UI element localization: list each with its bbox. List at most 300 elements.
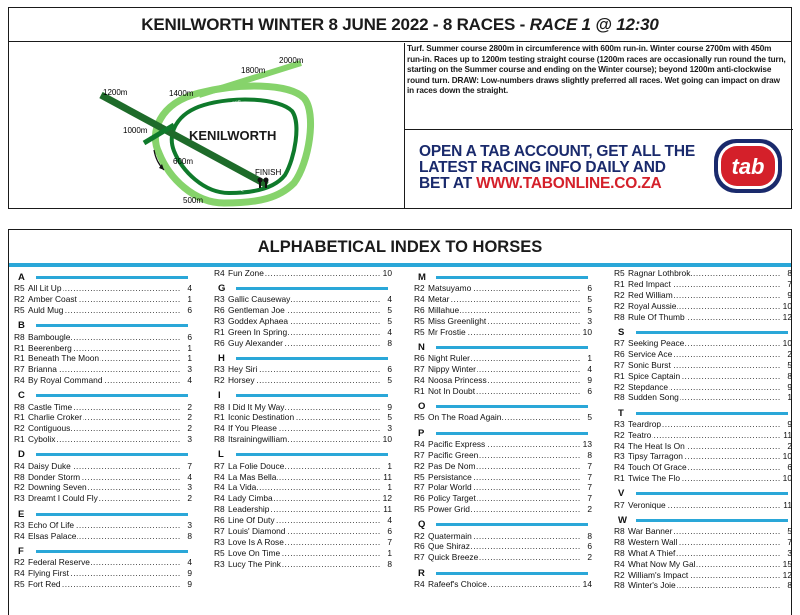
letter-label: G bbox=[218, 283, 226, 295]
horse-name: Sudden Song ..... bbox=[628, 392, 780, 403]
index-column-4 bbox=[614, 268, 792, 591]
horse-name: By Royal Command ..... bbox=[28, 375, 180, 386]
horse-entry bbox=[214, 316, 392, 327]
saddle-number: 4 bbox=[187, 471, 192, 482]
race-number: R2 bbox=[614, 429, 625, 440]
saddle-number: 15 bbox=[782, 558, 792, 569]
saddle-number: 2 bbox=[187, 412, 192, 423]
horse-entry bbox=[214, 338, 392, 349]
horse-entry bbox=[414, 375, 592, 386]
tab-logo-text: tab bbox=[731, 154, 765, 179]
horse-name: Love On Time ..... bbox=[228, 548, 380, 559]
horse-name: What Now My Gal ..... bbox=[628, 559, 780, 570]
race-number: R2 bbox=[614, 289, 625, 300]
race-number: R5 bbox=[14, 283, 25, 294]
letter-heading-a bbox=[14, 272, 192, 283]
saddle-number: 7 bbox=[787, 536, 792, 547]
letter-label: T bbox=[618, 407, 624, 419]
letter-bar bbox=[36, 394, 188, 397]
summer-course-label: SUMMER COURSE bbox=[203, 179, 245, 193]
horse-name: Lady Cimba ..... bbox=[228, 493, 380, 504]
saddle-number: 10 bbox=[782, 473, 792, 484]
horse-name: Power Grid ..... bbox=[428, 504, 580, 515]
horse-entry bbox=[214, 493, 392, 504]
horse-entry bbox=[614, 371, 792, 382]
race-number: R8 bbox=[614, 311, 625, 322]
saddle-number: 11 bbox=[383, 471, 392, 482]
saddle-number: 8 bbox=[587, 449, 592, 460]
horse-name: Tipsy Tarragon ..... bbox=[628, 451, 780, 462]
race-number: R6 bbox=[214, 337, 225, 348]
index-column-1 bbox=[14, 268, 192, 590]
horse-name: Beneath The Moon ..... bbox=[28, 353, 180, 364]
horse-name: La Vida ..... bbox=[228, 482, 380, 493]
race-number: R1 bbox=[614, 473, 625, 484]
promo-link[interactable]: WWW.TABONLINE.CO.ZA bbox=[476, 175, 662, 192]
horse-entry bbox=[614, 312, 792, 323]
race-number: R2 bbox=[14, 423, 25, 434]
saddle-number: 2 bbox=[587, 552, 592, 563]
letter-heading-d bbox=[14, 449, 192, 460]
race-number: R5 bbox=[414, 412, 425, 423]
letter-label: B bbox=[18, 320, 25, 332]
race-number: R4 bbox=[214, 268, 225, 278]
saddle-number: 6 bbox=[387, 525, 392, 536]
index-title: ALPHABETICAL INDEX TO HORSES bbox=[257, 238, 543, 256]
race-number: R4 bbox=[614, 558, 625, 569]
horse-entry bbox=[414, 305, 592, 316]
letter-label: H bbox=[218, 353, 225, 365]
saddle-number: 3 bbox=[787, 547, 792, 558]
race-number: R8 bbox=[14, 471, 25, 482]
saddle-number: 2 bbox=[187, 401, 192, 412]
horse-entry bbox=[14, 568, 192, 579]
horse-entry bbox=[214, 472, 392, 483]
horse-name: Pas De Nom ..... bbox=[428, 461, 580, 472]
saddle-number: 6 bbox=[787, 462, 792, 473]
race-number: R5 bbox=[414, 327, 425, 338]
horse-entry bbox=[414, 316, 592, 327]
horse-entry bbox=[614, 349, 792, 360]
horse-name: Donder Storm ..... bbox=[28, 472, 180, 483]
saddle-number: 10 bbox=[382, 434, 392, 445]
horse-name: Fort Red ..... bbox=[28, 579, 180, 590]
saddle-number: 7 bbox=[587, 471, 592, 482]
label-1000m: 1000m bbox=[123, 126, 148, 135]
race-number: R7 bbox=[214, 460, 225, 471]
saddle-number: 11 bbox=[783, 499, 792, 510]
race-number: R4 bbox=[14, 567, 25, 578]
horse-name: Gallic Causeway ..... bbox=[228, 294, 380, 305]
saddle-number: 8 bbox=[787, 370, 792, 381]
letter-bar bbox=[36, 550, 188, 553]
letter-label: I bbox=[218, 390, 221, 402]
race-number: R2 bbox=[14, 294, 25, 305]
horse-name: The Heat Is On ..... bbox=[628, 441, 780, 452]
race-number: R1 bbox=[14, 412, 25, 423]
horse-name: Goddex Aphaea ..... bbox=[228, 316, 380, 327]
horse-name: Rule Of Thumb ..... bbox=[628, 312, 780, 323]
race-number: R3 bbox=[14, 493, 25, 504]
race-number: R4 bbox=[414, 578, 425, 589]
race-number: R4 bbox=[414, 294, 425, 305]
horse-entry bbox=[614, 526, 792, 537]
race-number: R7 bbox=[614, 499, 625, 510]
horse-name: Red Impact ..... bbox=[628, 279, 780, 290]
horse-entry bbox=[214, 548, 392, 559]
horse-name: Pacific Express ..... bbox=[428, 439, 580, 450]
race-number: R4 bbox=[14, 460, 25, 471]
letter-bar bbox=[36, 513, 188, 516]
saddle-number: 3 bbox=[187, 364, 192, 375]
saddle-number: 3 bbox=[387, 423, 392, 434]
horse-name: War Banner ..... bbox=[628, 526, 780, 537]
horse-entry bbox=[14, 305, 192, 316]
track-description: Turf. Summer course 2800m in circumference with 600m run-in. Winter course 2700m with 450m run-in. Races up to 1200m testing straight course (1200m races are occasionally run round the turn, starting on the Summer course and ending on the Winter course); beyond 1200m anti-clockwise round turn. DRAW: Low-numbers draws slightly preferred all races. Wet going can impact on draw in races down the straight. bbox=[407, 44, 786, 95]
horse-name: Policy Target ..... bbox=[428, 493, 580, 504]
letter-label: S bbox=[618, 326, 625, 338]
race-number: R1 bbox=[614, 278, 625, 289]
saddle-number: 3 bbox=[187, 519, 192, 530]
letter-heading-n bbox=[414, 342, 592, 353]
saddle-number: 1 bbox=[187, 294, 192, 305]
horse-name: Winter's Joie ..... bbox=[628, 580, 780, 591]
horse-name: All Lit Up ..... bbox=[28, 283, 180, 294]
race-title-time: RACE 1 @ 12:30 bbox=[529, 15, 659, 34]
horse-name: Green In Spring ..... bbox=[228, 327, 380, 338]
horse-entry bbox=[214, 375, 392, 386]
race-number: R4 bbox=[414, 438, 425, 449]
race-number: R4 bbox=[214, 493, 225, 504]
race-number: R3 bbox=[614, 451, 625, 462]
saddle-number: 7 bbox=[587, 482, 592, 493]
horse-name: Lucy The Pink ..... bbox=[228, 559, 380, 570]
race-number: R4 bbox=[214, 423, 225, 434]
horse-entry bbox=[14, 364, 192, 375]
saddle-number: 11 bbox=[783, 429, 792, 440]
saddle-number: 5 bbox=[387, 316, 392, 327]
horse-entry bbox=[614, 441, 792, 452]
horse-name: Amber Coast ..... bbox=[28, 294, 180, 305]
saddle-number: 8 bbox=[587, 530, 592, 541]
letter-heading-m bbox=[414, 272, 592, 283]
race-number: R7 bbox=[414, 449, 425, 460]
letter-heading-p bbox=[414, 428, 592, 439]
index-title-bar bbox=[9, 263, 791, 267]
horse-name: Federal Reserve ..... bbox=[28, 557, 180, 568]
horse-entry bbox=[414, 283, 592, 294]
letter-heading-o bbox=[414, 401, 592, 412]
horse-entry bbox=[414, 472, 592, 483]
saddle-number: 8 bbox=[787, 580, 792, 591]
horse-entry bbox=[614, 290, 792, 301]
saddle-number: 6 bbox=[587, 386, 592, 397]
saddle-number: 3 bbox=[187, 434, 192, 445]
saddle-number: 1 bbox=[787, 392, 792, 403]
label-1200m: 1200m bbox=[103, 88, 128, 97]
race-number: R1 bbox=[14, 434, 25, 445]
horse-entry bbox=[214, 515, 392, 526]
race-number: R3 bbox=[214, 294, 225, 305]
letter-bar bbox=[36, 324, 188, 327]
horse-entry bbox=[414, 353, 592, 364]
promo-prefix: BET AT bbox=[419, 175, 477, 192]
horse-name: Love Is A Rose ..... bbox=[228, 537, 380, 548]
race-number: R5 bbox=[14, 305, 25, 316]
horse-entry bbox=[214, 482, 392, 493]
horse-name: Gentleman Joe ..... bbox=[228, 305, 380, 316]
horse-name: Western Wall ..... bbox=[628, 537, 780, 548]
race-number: R1 bbox=[214, 412, 225, 423]
saddle-number: 4 bbox=[187, 283, 192, 294]
letter-heading-q bbox=[414, 519, 592, 530]
horse-entry bbox=[214, 294, 392, 305]
race-number: R5 bbox=[414, 504, 425, 515]
saddle-number: 4 bbox=[387, 327, 392, 338]
horse-name: Downing Seven ..... bbox=[28, 482, 180, 493]
horse-name: Daisy Duke ..... bbox=[28, 461, 180, 472]
race-number: R4 bbox=[214, 471, 225, 482]
horse-entry bbox=[414, 461, 592, 472]
saddle-number: 10 bbox=[782, 300, 792, 311]
saddle-number: 9 bbox=[387, 401, 392, 412]
horse-name: Nippy Winter ..... bbox=[428, 364, 580, 375]
saddle-number: 1 bbox=[387, 460, 392, 471]
horse-name: Seeking Peace ..... bbox=[628, 338, 780, 349]
saddle-number: 1 bbox=[187, 342, 192, 353]
label-2000m: 2000m bbox=[279, 56, 304, 65]
horse-name: Charlie Croker ..... bbox=[28, 412, 180, 423]
letter-heading-r bbox=[414, 567, 592, 578]
horse-entry bbox=[214, 412, 392, 423]
race-title bbox=[9, 8, 791, 42]
horse-entry bbox=[14, 531, 192, 542]
horse-name: Line Of Duty ..... bbox=[228, 515, 380, 526]
race-number: R3 bbox=[214, 536, 225, 547]
horse-entry bbox=[414, 552, 592, 563]
horse-name: Louis' Diamond ..... bbox=[228, 526, 380, 537]
saddle-number: 13 bbox=[582, 438, 592, 449]
race-number: R2 bbox=[14, 482, 25, 493]
saddle-number: 6 bbox=[587, 283, 592, 294]
letter-label: P bbox=[418, 427, 425, 439]
horse-entry bbox=[614, 419, 792, 430]
horse-entry bbox=[614, 392, 792, 403]
horse-name: Brianna ..... bbox=[28, 364, 180, 375]
saddle-number: 5 bbox=[387, 305, 392, 316]
saddle-number: 14 bbox=[582, 578, 592, 589]
horse-name: Night Ruler ..... bbox=[428, 353, 580, 364]
race-number: R8 bbox=[14, 331, 25, 342]
letter-bar bbox=[236, 394, 388, 397]
letter-heading-w bbox=[614, 515, 792, 526]
race-number: R8 bbox=[614, 392, 625, 403]
horse-entry bbox=[614, 462, 792, 473]
race-number: R7 bbox=[614, 359, 625, 370]
winter-course-label: WINTER COURSE bbox=[203, 99, 242, 112]
horse-entry bbox=[614, 473, 792, 484]
race-number: R5 bbox=[14, 578, 25, 589]
horse-name: Metar ..... bbox=[428, 294, 580, 305]
horse-name: I Did It My Way ..... bbox=[228, 402, 380, 413]
horse-name: La Mas Bella ..... bbox=[228, 472, 380, 483]
horse-entry bbox=[14, 434, 192, 445]
horse-name: Cybolix ..... bbox=[28, 434, 180, 445]
horse-name: Iconic Destination ..... bbox=[228, 412, 380, 423]
horse-entry bbox=[614, 570, 792, 581]
promo-line-3 bbox=[419, 176, 709, 192]
horse-name: Service Ace ..... bbox=[628, 349, 780, 360]
saddle-number: 8 bbox=[787, 268, 792, 278]
saddle-number: 6 bbox=[587, 541, 592, 552]
race-number: R7 bbox=[414, 482, 425, 493]
horse-name: Teatro ..... bbox=[628, 430, 780, 441]
horse-entry bbox=[14, 423, 192, 434]
horse-name: Hey Siri ..... bbox=[228, 364, 380, 375]
horse-entry bbox=[414, 294, 592, 305]
horse-name: Quick Breeze ..... bbox=[428, 552, 580, 563]
horse-entry bbox=[414, 493, 592, 504]
horse-name: Spice Captain ..... bbox=[628, 371, 780, 382]
saddle-number: 4 bbox=[387, 515, 392, 526]
index-column-3 bbox=[414, 268, 592, 590]
horse-name: Quatermain ..... bbox=[428, 531, 580, 542]
horse-name: Stepdance ..... bbox=[628, 382, 780, 393]
horse-name: Touch Of Grace ..... bbox=[628, 462, 780, 473]
horse-name: Elsas Palace ..... bbox=[28, 531, 180, 542]
horse-entry bbox=[614, 430, 792, 441]
saddle-number: 5 bbox=[587, 305, 592, 316]
letter-label: C bbox=[18, 390, 25, 402]
letter-label: V bbox=[618, 488, 625, 500]
horse-entry bbox=[614, 279, 792, 290]
horse-entry bbox=[414, 364, 592, 375]
race-number: R4 bbox=[214, 482, 225, 493]
race-number: R8 bbox=[614, 580, 625, 591]
letter-label: A bbox=[18, 272, 25, 284]
horse-entry bbox=[214, 364, 392, 375]
letter-heading-l bbox=[214, 449, 392, 460]
saddle-number: 1 bbox=[187, 353, 192, 364]
horse-entry bbox=[14, 579, 192, 590]
saddle-number: 1 bbox=[387, 547, 392, 558]
race-number: R3 bbox=[214, 316, 225, 327]
saddle-number: 9 bbox=[187, 578, 192, 589]
race-number: R7 bbox=[214, 525, 225, 536]
race-number: R5 bbox=[414, 316, 425, 327]
letter-bar bbox=[636, 492, 788, 495]
saddle-number: 3 bbox=[187, 482, 192, 493]
letter-label: L bbox=[218, 449, 224, 461]
race-number: R4 bbox=[614, 440, 625, 451]
race-number: R1 bbox=[14, 342, 25, 353]
horse-entry bbox=[214, 327, 392, 338]
horse-entry bbox=[14, 472, 192, 483]
race-number: R4 bbox=[614, 462, 625, 473]
horse-entry bbox=[14, 520, 192, 531]
letter-bar bbox=[36, 453, 188, 456]
letter-label: N bbox=[418, 342, 425, 354]
horse-name: Twice The Flo ..... bbox=[628, 473, 780, 484]
horse-name: William's Impact ..... bbox=[628, 570, 780, 581]
letter-label: D bbox=[18, 449, 25, 461]
horse-entry bbox=[214, 526, 392, 537]
horse-entry bbox=[614, 338, 792, 349]
saddle-number: 2 bbox=[787, 440, 792, 451]
horse-entry bbox=[614, 500, 792, 511]
race-info-panel bbox=[8, 7, 792, 209]
saddle-number: 10 bbox=[382, 268, 392, 278]
horse-entry bbox=[614, 537, 792, 548]
saddle-number: 1 bbox=[387, 482, 392, 493]
race-number: R6 bbox=[414, 353, 425, 364]
horse-entry bbox=[14, 343, 192, 354]
letter-label: W bbox=[618, 514, 627, 526]
race-number: R1 bbox=[614, 370, 625, 381]
horse-name: Teardrop ..... bbox=[628, 419, 780, 430]
race-title-main: KENILWORTH WINTER 8 JUNE 2022 - 8 RACES - bbox=[141, 15, 530, 34]
horse-entry bbox=[614, 548, 792, 559]
race-number: R3 bbox=[14, 519, 25, 530]
race-number: R2 bbox=[614, 381, 625, 392]
horse-name: Miss Greenlight ..... bbox=[428, 316, 580, 327]
horse-name: Dreamt I Could Fly ..... bbox=[28, 493, 180, 504]
horse-name: Sonic Burst ..... bbox=[628, 360, 780, 371]
horse-entry bbox=[14, 402, 192, 413]
horse-entry bbox=[414, 450, 592, 461]
saddle-number: 2 bbox=[787, 348, 792, 359]
horse-entry bbox=[414, 541, 592, 552]
letter-bar bbox=[636, 412, 788, 415]
horse-entry bbox=[14, 557, 192, 568]
saddle-number: 11 bbox=[383, 504, 392, 515]
saddle-number: 9 bbox=[787, 381, 792, 392]
horse-entry bbox=[214, 537, 392, 548]
label-600m: 600m bbox=[173, 157, 194, 166]
saddle-number: 8 bbox=[387, 558, 392, 569]
track-name: KENILWORTH bbox=[189, 128, 277, 143]
horse-entry bbox=[14, 412, 192, 423]
index-column-2 bbox=[214, 268, 392, 570]
horse-name: Millahue ..... bbox=[428, 305, 580, 316]
race-number: R6 bbox=[614, 348, 625, 359]
finish-label: FINISH bbox=[255, 168, 282, 177]
letter-bar bbox=[436, 276, 588, 279]
saddle-number: 12 bbox=[382, 493, 392, 504]
horse-entry bbox=[214, 504, 392, 515]
horse-entry bbox=[14, 461, 192, 472]
horse-entry bbox=[14, 283, 192, 294]
letter-bar bbox=[436, 346, 588, 349]
race-number: R7 bbox=[414, 364, 425, 375]
horse-entry bbox=[614, 268, 792, 279]
horse-entry bbox=[614, 451, 792, 462]
race-number: R8 bbox=[614, 525, 625, 536]
horse-name: Rafeef's Choice ..... bbox=[428, 579, 580, 590]
horse-entry bbox=[414, 386, 592, 397]
saddle-number: 5 bbox=[587, 412, 592, 423]
race-number: R6 bbox=[414, 305, 425, 316]
horse-entry bbox=[214, 423, 392, 434]
race-number: R1 bbox=[214, 327, 225, 338]
horse-entry bbox=[14, 375, 192, 386]
horse-entry bbox=[214, 461, 392, 472]
horse-name: Ragnar Lothbrok ..... bbox=[628, 268, 780, 279]
saddle-number: 9 bbox=[787, 289, 792, 300]
saddle-number: 10 bbox=[782, 337, 792, 348]
race-number: R2 bbox=[414, 530, 425, 541]
horse-name: Noosa Princess ..... bbox=[428, 375, 580, 386]
